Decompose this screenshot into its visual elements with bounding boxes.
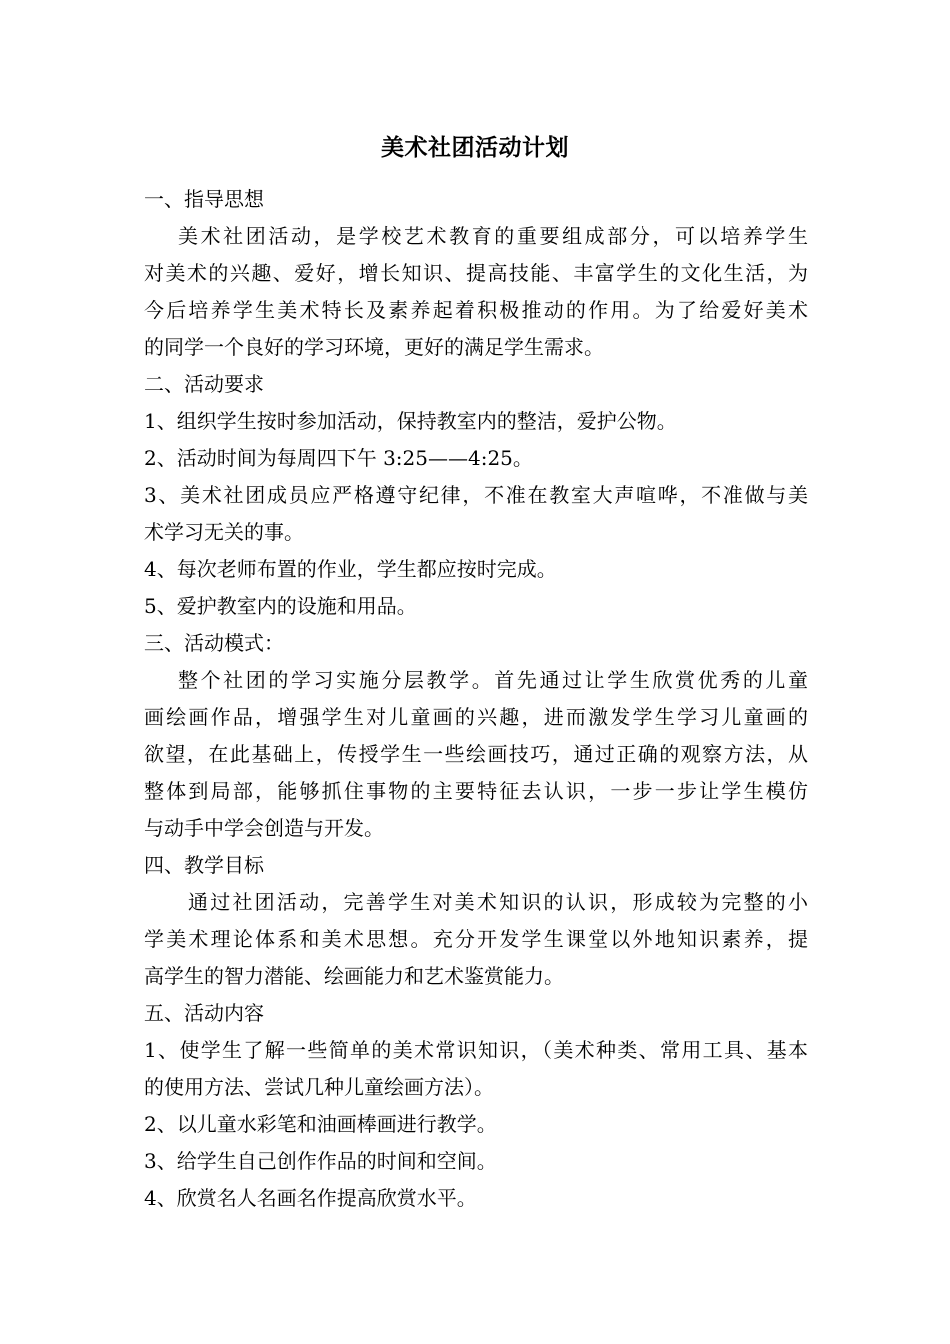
- list-item: 5、爱护教室内的设施和用品。: [144, 594, 417, 618]
- list-item-continuation: 的使用方法、尝试几种儿童绘画方法）。: [144, 1075, 494, 1099]
- list-item: 4、每次老师布置的作业，学生都应按时完成。: [144, 557, 557, 581]
- list-item: 4、欣赏名人名画名作提高欣赏水平。: [144, 1186, 477, 1210]
- paragraph-line: 与动手中学会创造与开发。: [144, 816, 384, 840]
- list-item: 2、活动时间为每周四下午 3:25——4:25。: [144, 446, 533, 470]
- document-body: [144, 181, 808, 1217]
- paragraph-line: 欲望，在此基础上，传授学生一些绘画技巧，通过正确的观察方法，从: [144, 742, 808, 766]
- list-item: 1、组织学生按时参加活动，保持教室内的整洁，爱护公物。: [144, 409, 677, 433]
- section-heading-guiding-ideology: 一、指导思想: [144, 187, 264, 211]
- paragraph-line: 学美术理论体系和美术思想。充分开发学生课堂以外地知识素养，提: [144, 927, 808, 951]
- list-item: 2、以儿童水彩笔和油画棒画进行教学。: [144, 1112, 497, 1136]
- document-title: 美术社团活动计划: [381, 134, 569, 161]
- section-heading-activity-mode: 三、活动模式：: [144, 631, 284, 655]
- list-item-continuation: 术学习无关的事。: [144, 520, 304, 544]
- paragraph-line: 今后培养学生美术特长及素养起着积极推动的作用。为了给爱好美术: [144, 298, 808, 322]
- section-heading-teaching-goals: 四、教学目标: [144, 853, 264, 877]
- section-heading-activity-content: 五、活动内容: [144, 1001, 264, 1025]
- paragraph-line: 美术社团活动，是学校艺术教育的重要组成部分，可以培养学生: [178, 224, 808, 248]
- paragraph-line: 对美术的兴趣、爱好，增长知识、提高技能、丰富学生的文化生活，为: [144, 261, 808, 285]
- paragraph-line: 高学生的智力潜能、绘画能力和艺术鉴赏能力。: [144, 964, 564, 988]
- paragraph-line: 通过社团活动，完善学生对美术知识的认识，形成较为完整的小: [188, 890, 808, 914]
- list-item: 1、使学生了解一些简单的美术常识知识，（美术种类、常用工具、基本: [144, 1038, 808, 1062]
- paragraph-line: 画绘画作品，增强学生对儿童画的兴趣，进而激发学生学习儿童画的: [144, 705, 808, 729]
- list-item: 3、美术社团成员应严格遵守纪律，不准在教室大声喧哗，不准做与美: [144, 483, 808, 507]
- paragraph-line: 的同学一个良好的学习环境，更好的满足学生需求。: [144, 335, 604, 359]
- paragraph-line: 整个社团的学习实施分层教学。首先通过让学生欣赏优秀的儿童: [178, 668, 808, 692]
- section-heading-activity-requirements: 二、活动要求: [144, 372, 264, 396]
- list-item: 3、给学生自己创作作品的时间和空间。: [144, 1149, 497, 1173]
- paragraph-line: 整体到局部，能够抓住事物的主要特征去认识，一步一步让学生模仿: [144, 779, 808, 803]
